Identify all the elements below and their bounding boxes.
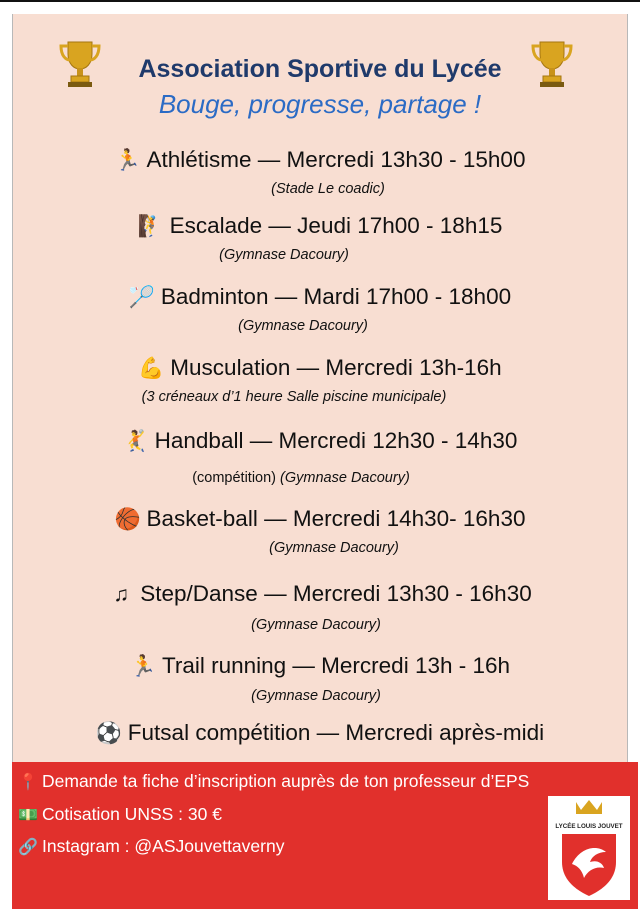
- activity-label: Trail running — Mercredi 13h - 16h: [161, 653, 511, 678]
- activity-label: Handball — Mercredi 12h30 - 14h30: [154, 428, 518, 453]
- page-title: Association Sportive du Lycée: [138, 55, 502, 83]
- activity-label: Athlétisme — Mercredi 13h30 - 15h00: [146, 147, 526, 172]
- activity-location: (Gymnase Dacoury): [219, 247, 349, 263]
- biceps-icon: 💪: [138, 357, 165, 380]
- activity-trail-running: [0, 653, 640, 679]
- logo-text: LYCÉE LOUIS JOUVET: [555, 823, 623, 830]
- activity-escalade: [0, 213, 640, 239]
- handball-icon: 🤾: [122, 430, 149, 453]
- activity-location: (compétition) (Gymnase Dacoury): [192, 470, 410, 486]
- activity-location: (3 créneaux d’1 heure Salle piscine municipale): [141, 389, 447, 405]
- footer-instagram: 🔗 Instagram : @ASJouvettaverny: [18, 836, 285, 856]
- music-note-icon: ♫: [113, 583, 130, 606]
- page-subtitle: Bouge, progresse, partage !: [158, 89, 482, 119]
- banknote-icon: 💵: [18, 807, 38, 824]
- activity-location: (Gymnase Dacoury): [238, 318, 368, 334]
- school-logo: [548, 796, 630, 900]
- climber-icon: 🧗: [137, 215, 164, 238]
- top-border: [0, 0, 640, 2]
- activity-label: Futsal compétition — Mercredi après-midi: [127, 720, 545, 745]
- activity-location: (Gymnase Dacoury): [269, 540, 399, 556]
- activity-label: Basket-ball — Mercredi 14h30- 16h30: [146, 506, 526, 531]
- activity-athletisme: [0, 147, 640, 173]
- activity-label: Escalade — Jeudi 17h00 - 18h15: [169, 213, 503, 238]
- school-crest-icon: [548, 796, 630, 900]
- activity-handball: [0, 428, 640, 454]
- footer-registration: 📍 Demande ta fiche d’inscription auprès de ton professeur d’EPS: [18, 771, 530, 791]
- runner-icon: 🏃: [129, 655, 157, 678]
- footer-fee: 💵 Cotisation UNSS : 30 €: [18, 804, 222, 824]
- activity-badminton: [0, 284, 640, 310]
- badminton-icon: 🏸: [128, 286, 156, 309]
- soccer-ball-icon: ⚽: [95, 722, 122, 745]
- activity-label: Step/Danse — Mercredi 13h30 - 16h30: [140, 581, 532, 606]
- link-icon: 🔗: [18, 839, 38, 856]
- pin-icon: 📍: [18, 774, 38, 791]
- poster-panel: [12, 14, 628, 762]
- activity-step-danse: [0, 581, 640, 607]
- runner-icon: 🏃: [114, 149, 141, 172]
- activity-basketball: [0, 506, 640, 532]
- activity-location: (Gymnase Dacoury): [251, 617, 381, 633]
- activity-musculation: [0, 355, 640, 381]
- activity-location: (Stade Le coadic): [271, 181, 385, 197]
- activity-label: Musculation — Mercredi 13h-16h: [170, 355, 502, 380]
- activity-futsal: [0, 720, 640, 746]
- activity-location: (Gymnase Dacoury): [251, 688, 381, 704]
- activity-label: Badminton — Mardi 17h00 - 18h00: [160, 284, 512, 309]
- basketball-icon: 🏀: [114, 508, 141, 531]
